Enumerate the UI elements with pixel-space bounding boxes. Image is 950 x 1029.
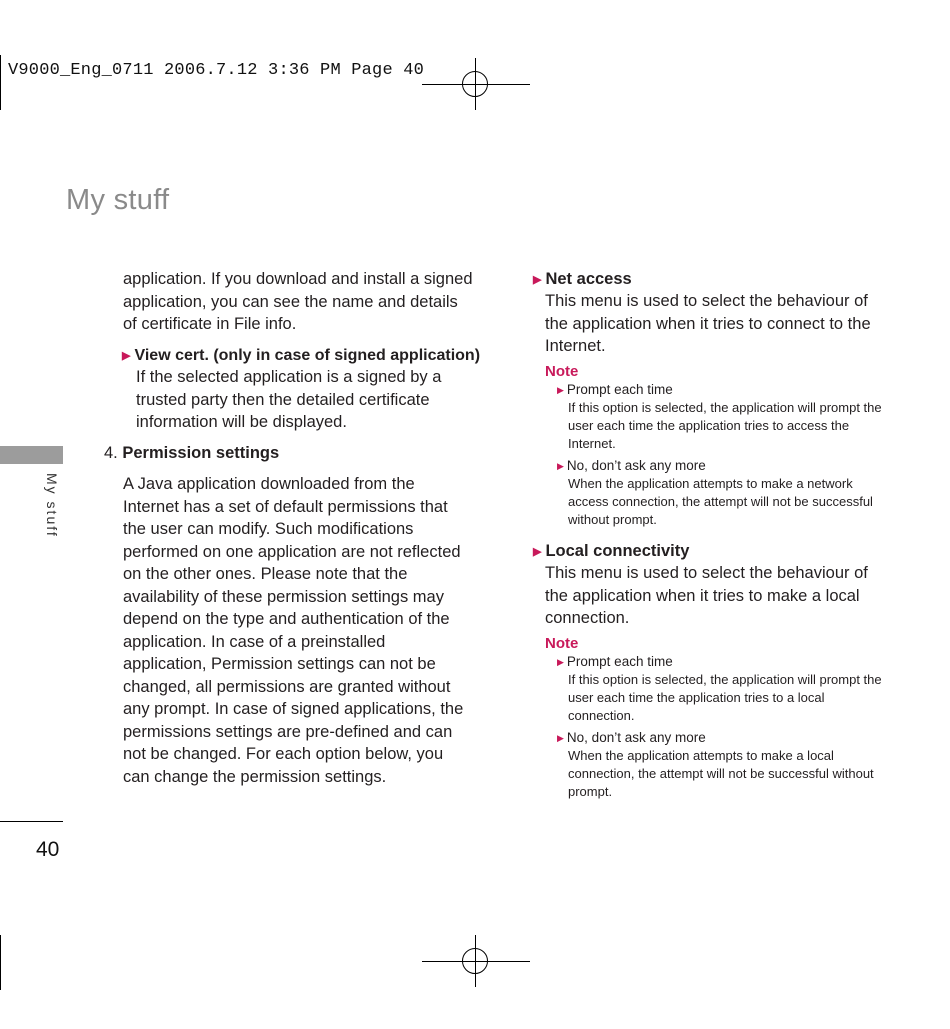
- prompt-each-time-heading: [557, 653, 673, 671]
- view-cert-body: If the selected application is a signed by a trusted party then the detailed certificate information will be displayed.: [136, 368, 442, 431]
- no-dont-ask-heading: [557, 729, 706, 747]
- note-label: Note: [545, 363, 579, 380]
- view-cert-heading-text: View cert. (only in case of signed application): [134, 347, 481, 364]
- right-triangle-icon: ▶: [557, 385, 564, 395]
- prompt-each-time-heading: [557, 381, 673, 399]
- section-tab: [0, 446, 63, 464]
- permission-settings-heading: [104, 442, 279, 464]
- right-triangle-icon: ▶: [557, 657, 564, 667]
- right-triangle-icon: ▶: [557, 461, 564, 471]
- section-number: 4.: [104, 444, 118, 462]
- no-dont-ask-heading-text: No, don’t ask any more: [566, 458, 706, 473]
- intro-paragraph: application. If you download and install a signed application, you can see the name and details of certificate in File info.: [123, 270, 473, 333]
- side-section-label: My stuff: [44, 473, 60, 538]
- crosshair-circle-icon: [462, 71, 488, 97]
- footer-rule: [0, 821, 63, 822]
- local-connectivity-heading-text: Local connectivity: [545, 542, 690, 560]
- no-dont-ask-heading-text: No, don’t ask any more: [566, 730, 706, 745]
- net-access-heading: [533, 268, 632, 291]
- local-connectivity-body: This menu is used to select the behaviour of the application when it tries to make a local connection.: [545, 564, 868, 627]
- crop-mark-top-left: [0, 55, 1, 110]
- print-header: V9000_Eng_0711 2006.7.12 3:36 PM Page 40: [8, 61, 425, 80]
- permission-settings-heading-text: Permission settings: [122, 444, 280, 462]
- right-triangle-icon: ▶: [122, 350, 131, 362]
- net-access-body: This menu is used to select the behaviour of the application when it tries to connect to the Internet.: [545, 292, 871, 355]
- net-access-heading-text: Net access: [545, 270, 632, 288]
- local-connectivity-heading: [533, 540, 689, 563]
- prompt-each-time-body: If this option is selected, the application will prompt the user each time the application tries to access the Internet.: [568, 400, 882, 451]
- right-triangle-icon: ▶: [533, 546, 542, 558]
- crop-mark-bottom-left: [0, 935, 1, 990]
- no-dont-ask-heading: [557, 457, 706, 475]
- prompt-each-time-heading-text: Prompt each time: [566, 382, 673, 397]
- view-cert-heading: [122, 345, 482, 367]
- permission-settings-body: A Java application downloaded from the Internet has a set of default permissions that the user can modify. Such modifications performed on one application are not reflected on the other ones. Please note that the availability of these permission settings may depend on the type and authentication of the application. In case of a preinstalled application, Permission settings can not be changed, all permissions are granted without any prompt. In case of signed applications, the permissions settings are pre-defined and can not be changed. For each option below, you can change the permission settings.: [123, 475, 464, 786]
- prompt-each-time-heading-text: Prompt each time: [566, 654, 673, 669]
- right-triangle-icon: ▶: [533, 274, 542, 286]
- crosshair-circle-icon: [462, 948, 488, 974]
- page-number: 40: [36, 838, 60, 861]
- prompt-each-time-body: If this option is selected, the application will prompt the user each time the application tries to a local connection.: [568, 672, 882, 723]
- no-dont-ask-body: When the application attempts to make a network access connection, the attempt will not be successful without prompt.: [568, 476, 873, 527]
- no-dont-ask-body: When the application attempts to make a local connection, the attempt will not be successful without prompt.: [568, 748, 874, 799]
- note-label: Note: [545, 635, 579, 652]
- right-triangle-icon: ▶: [557, 733, 564, 743]
- page-title: My stuff: [66, 184, 170, 216]
